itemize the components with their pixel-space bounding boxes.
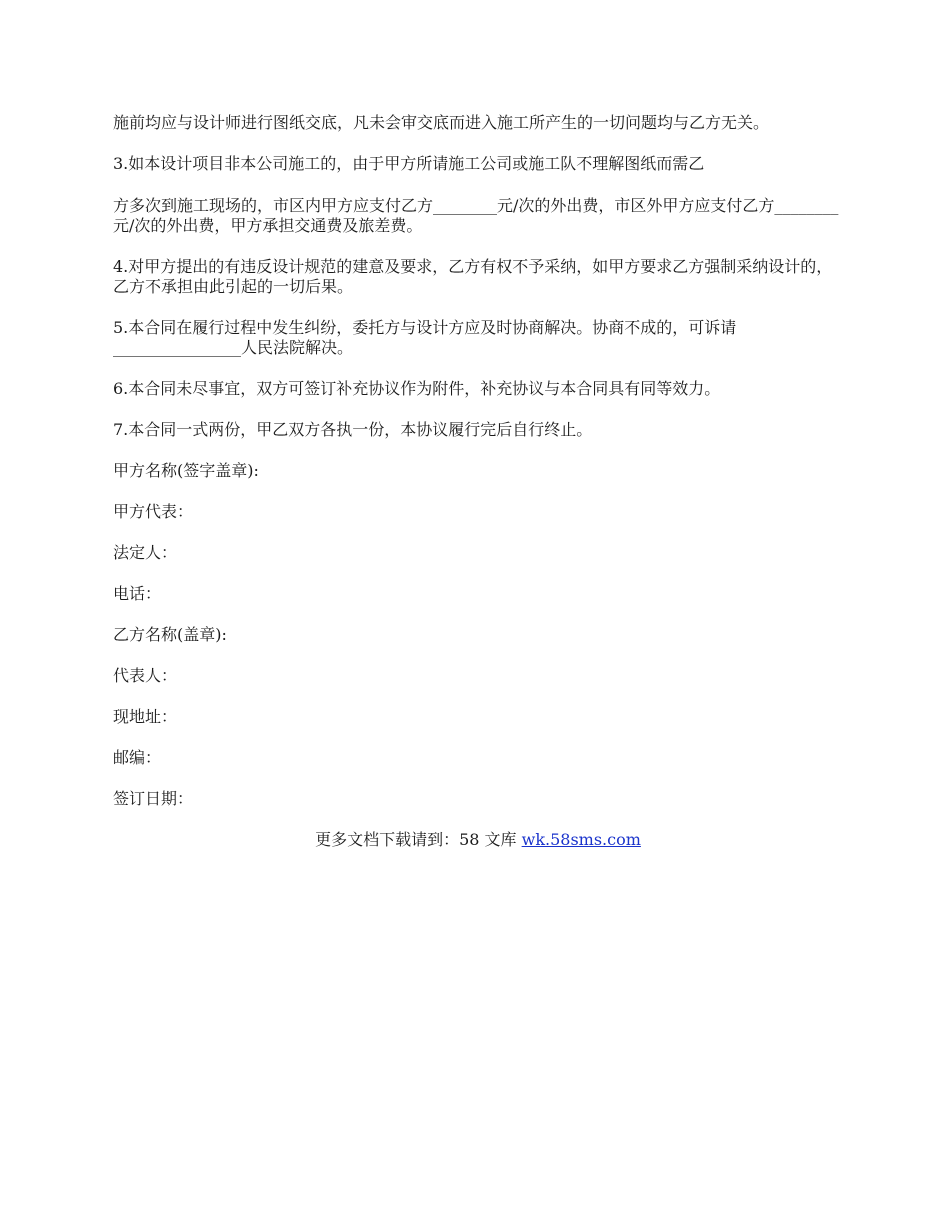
document-page xyxy=(113,113,843,850)
party-a-representative-field: 甲方代表： xyxy=(113,502,194,521)
clause-6-text: 6.本合同未尽事宜，双方可签订补充协议作为附件，补充协议与本合同具有同等效力。 xyxy=(113,379,721,398)
legal-person-field: 法定人： xyxy=(113,543,178,562)
clause-4-text: 4.对甲方提出的有违反设计规范的建意及要求，乙方有权不予采纳，如甲方要求乙方强制采纳设计的，乙方不承担由此引起的一切后果。 xyxy=(113,257,833,296)
party-a-name-field: 甲方名称(签字盖章): xyxy=(113,461,259,480)
clause-continuation-text: 施前均应与设计师进行图纸交底，凡未会审交底而进入施工所产生的一切问题均与乙方无关。 xyxy=(113,113,770,132)
footer-text: 更多文档下载请到：58 文库 xyxy=(315,830,522,849)
footer-link[interactable]: wk.58sms.com xyxy=(521,830,641,849)
postcode-field: 邮编： xyxy=(113,748,162,767)
download-footer xyxy=(113,830,843,850)
party-b-name-field: 乙方名称(盖章): xyxy=(113,625,227,644)
address-field: 现地址： xyxy=(113,707,178,726)
party-b-representative-field: 代表人： xyxy=(113,666,178,685)
clause-3-text: 3.如本设计项目非本公司施工的，由于甲方所请施工公司或施工队不理解图纸而需乙 xyxy=(113,154,705,173)
clause-7-text: 7.本合同一式两份，甲乙双方各执一份，本协议履行完后自行终止。 xyxy=(113,420,593,439)
phone-field: 电话： xyxy=(113,584,162,603)
signing-date-field: 签订日期： xyxy=(113,789,194,808)
clause-5-text: 5.本合同在履行过程中发生纠纷，委托方与设计方应及时协商解决。协商不成的，可诉请________________人民法院解决。 xyxy=(113,318,737,357)
clause-3-continuation-text: 方多次到施工现场的，市区内甲方应支付乙方________元/次的外出费，市区外甲方应支付乙方________元/次的外出费，甲方承担交通费及旅差费。 xyxy=(113,196,839,235)
